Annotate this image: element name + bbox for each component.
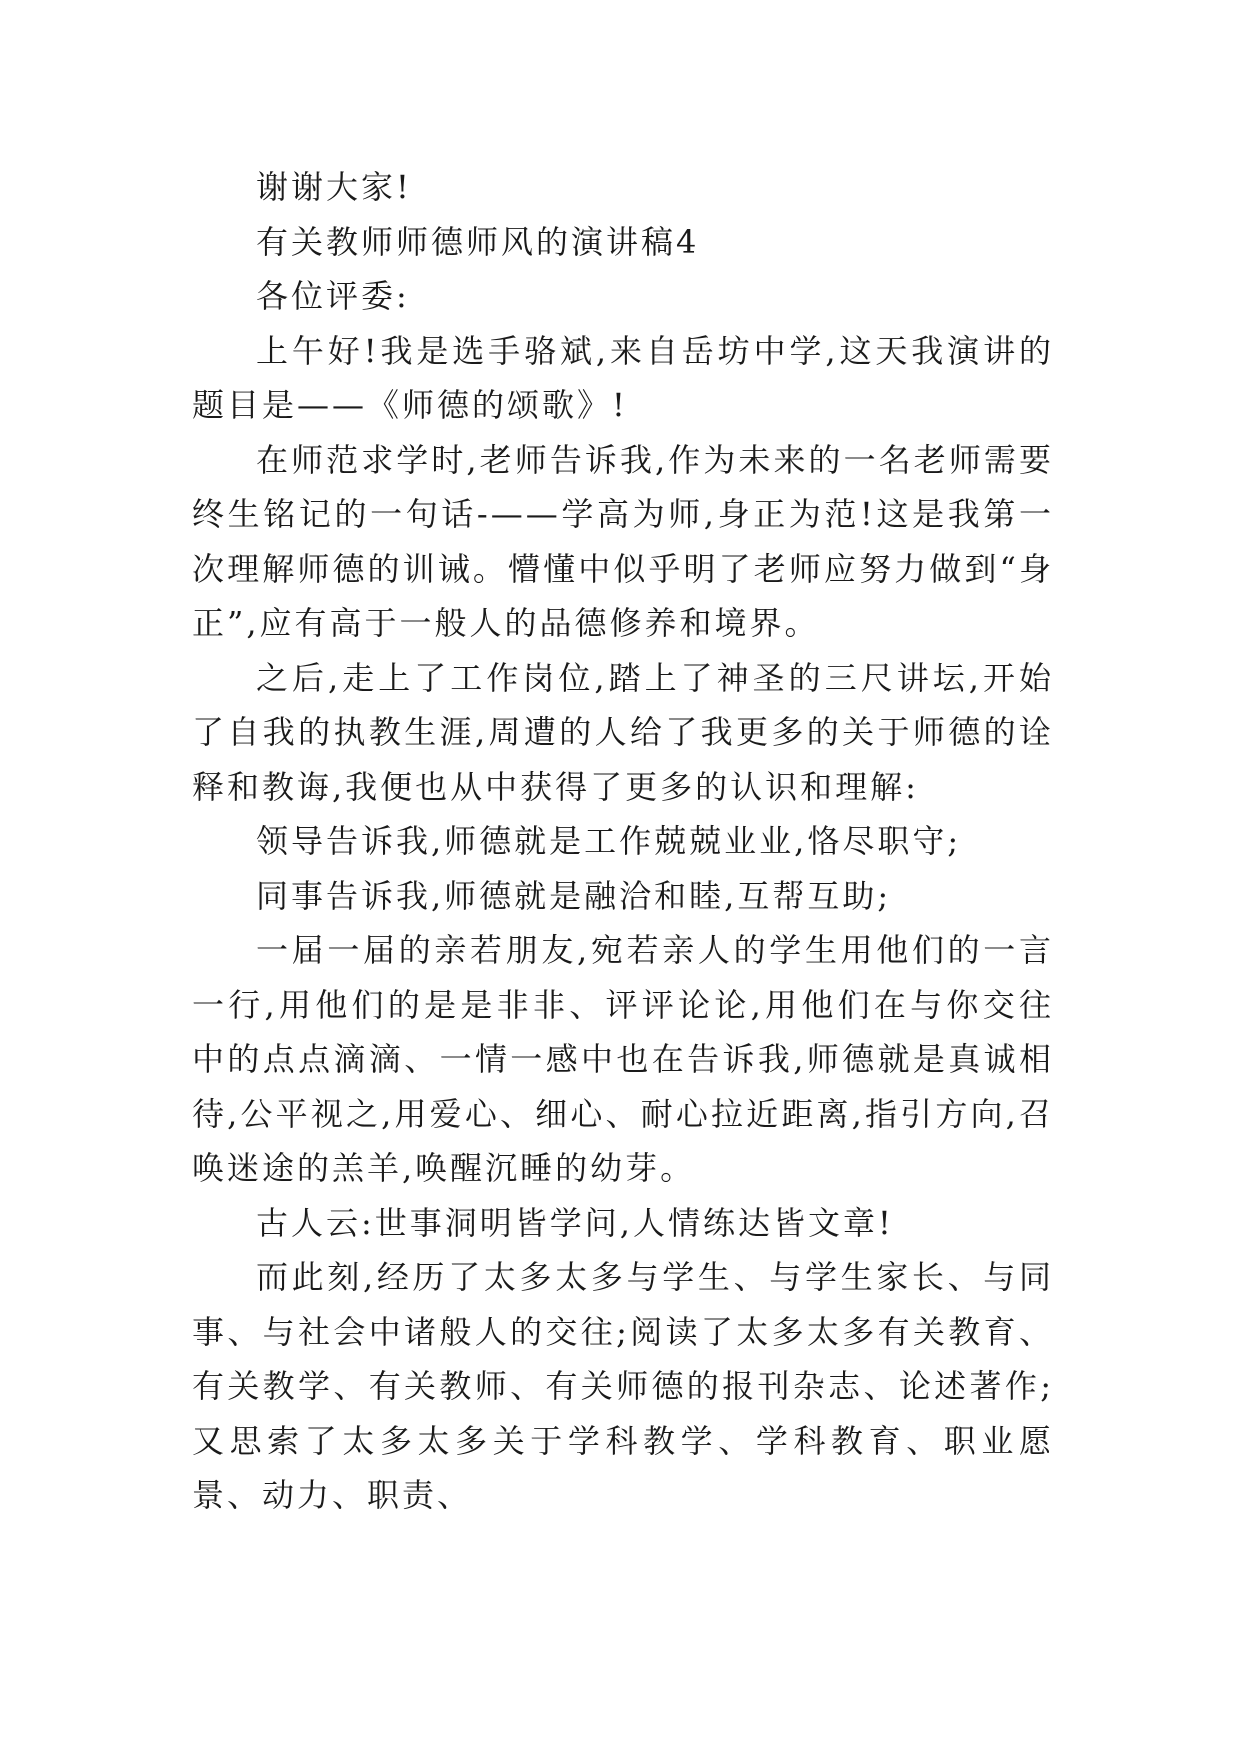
paragraph-career-start: 之后,走上了工作岗位,踏上了神圣的三尺讲坛,开始了自我的执教生涯,周遭的人给了我更多的关于师德的诠释和教诲,我便也从中获得了更多的认识和理解: (192, 658, 1054, 806)
paragraph-speech-title: 有关教师师德师风的演讲稿4 (256, 222, 700, 261)
paragraph-leader: 领导告诉我,师德就是工作兢兢业业,恪尽职守; (256, 822, 962, 860)
paragraph-students: 一届一届的亲若朋友,宛若亲人的学生用他们的一言一行,用他们的是是非非、评评论论,用他们在与你交往中的点点滴滴、一情一感中也在告诉我,师德就是真诚相待,公平视之,用爱心、细心、耐心拉近距离,指引方向,召唤迷途的羔羊,唤醒沉睡的幼芽。 (192, 931, 1054, 1187)
paragraph-closing: 谢谢大家! (256, 168, 412, 206)
paragraph-salutation: 各位评委: (256, 277, 410, 315)
document-body (192, 160, 1054, 1523)
paragraph-ancient-saying: 古人云:世事洞明皆学问,人情练达皆文章! (256, 1203, 894, 1242)
paragraph-normal-school: 在师范求学时,老师告诉我,作为未来的一名老师需要终生铭记的一句话-——学高为师,身正为范!这是我第一次理解师德的训诫。懵懂中似乎明了老师应努力做到“身正”,应有高于一般人的品德修养和境界。 (192, 440, 1054, 642)
paragraph-greeting: 上午好!我是选手骆斌,来自岳坊中学,这天我演讲的题目是——《师德的颂歌》! (192, 331, 1054, 424)
paragraph-experience: 而此刻,经历了太多太多与学生、与学生家长、与同事、与社会中诸般人的交往;阅读了太多太多有关教育、有关教学、有关教师、有关师德的报刊杂志、论述著作;又思索了太多太多关于学科教学、学科教育、职业愿景、动力、职责、 (192, 1258, 1054, 1514)
paragraph-colleague: 同事告诉我,师德就是融洽和睦,互帮互助; (256, 876, 892, 915)
